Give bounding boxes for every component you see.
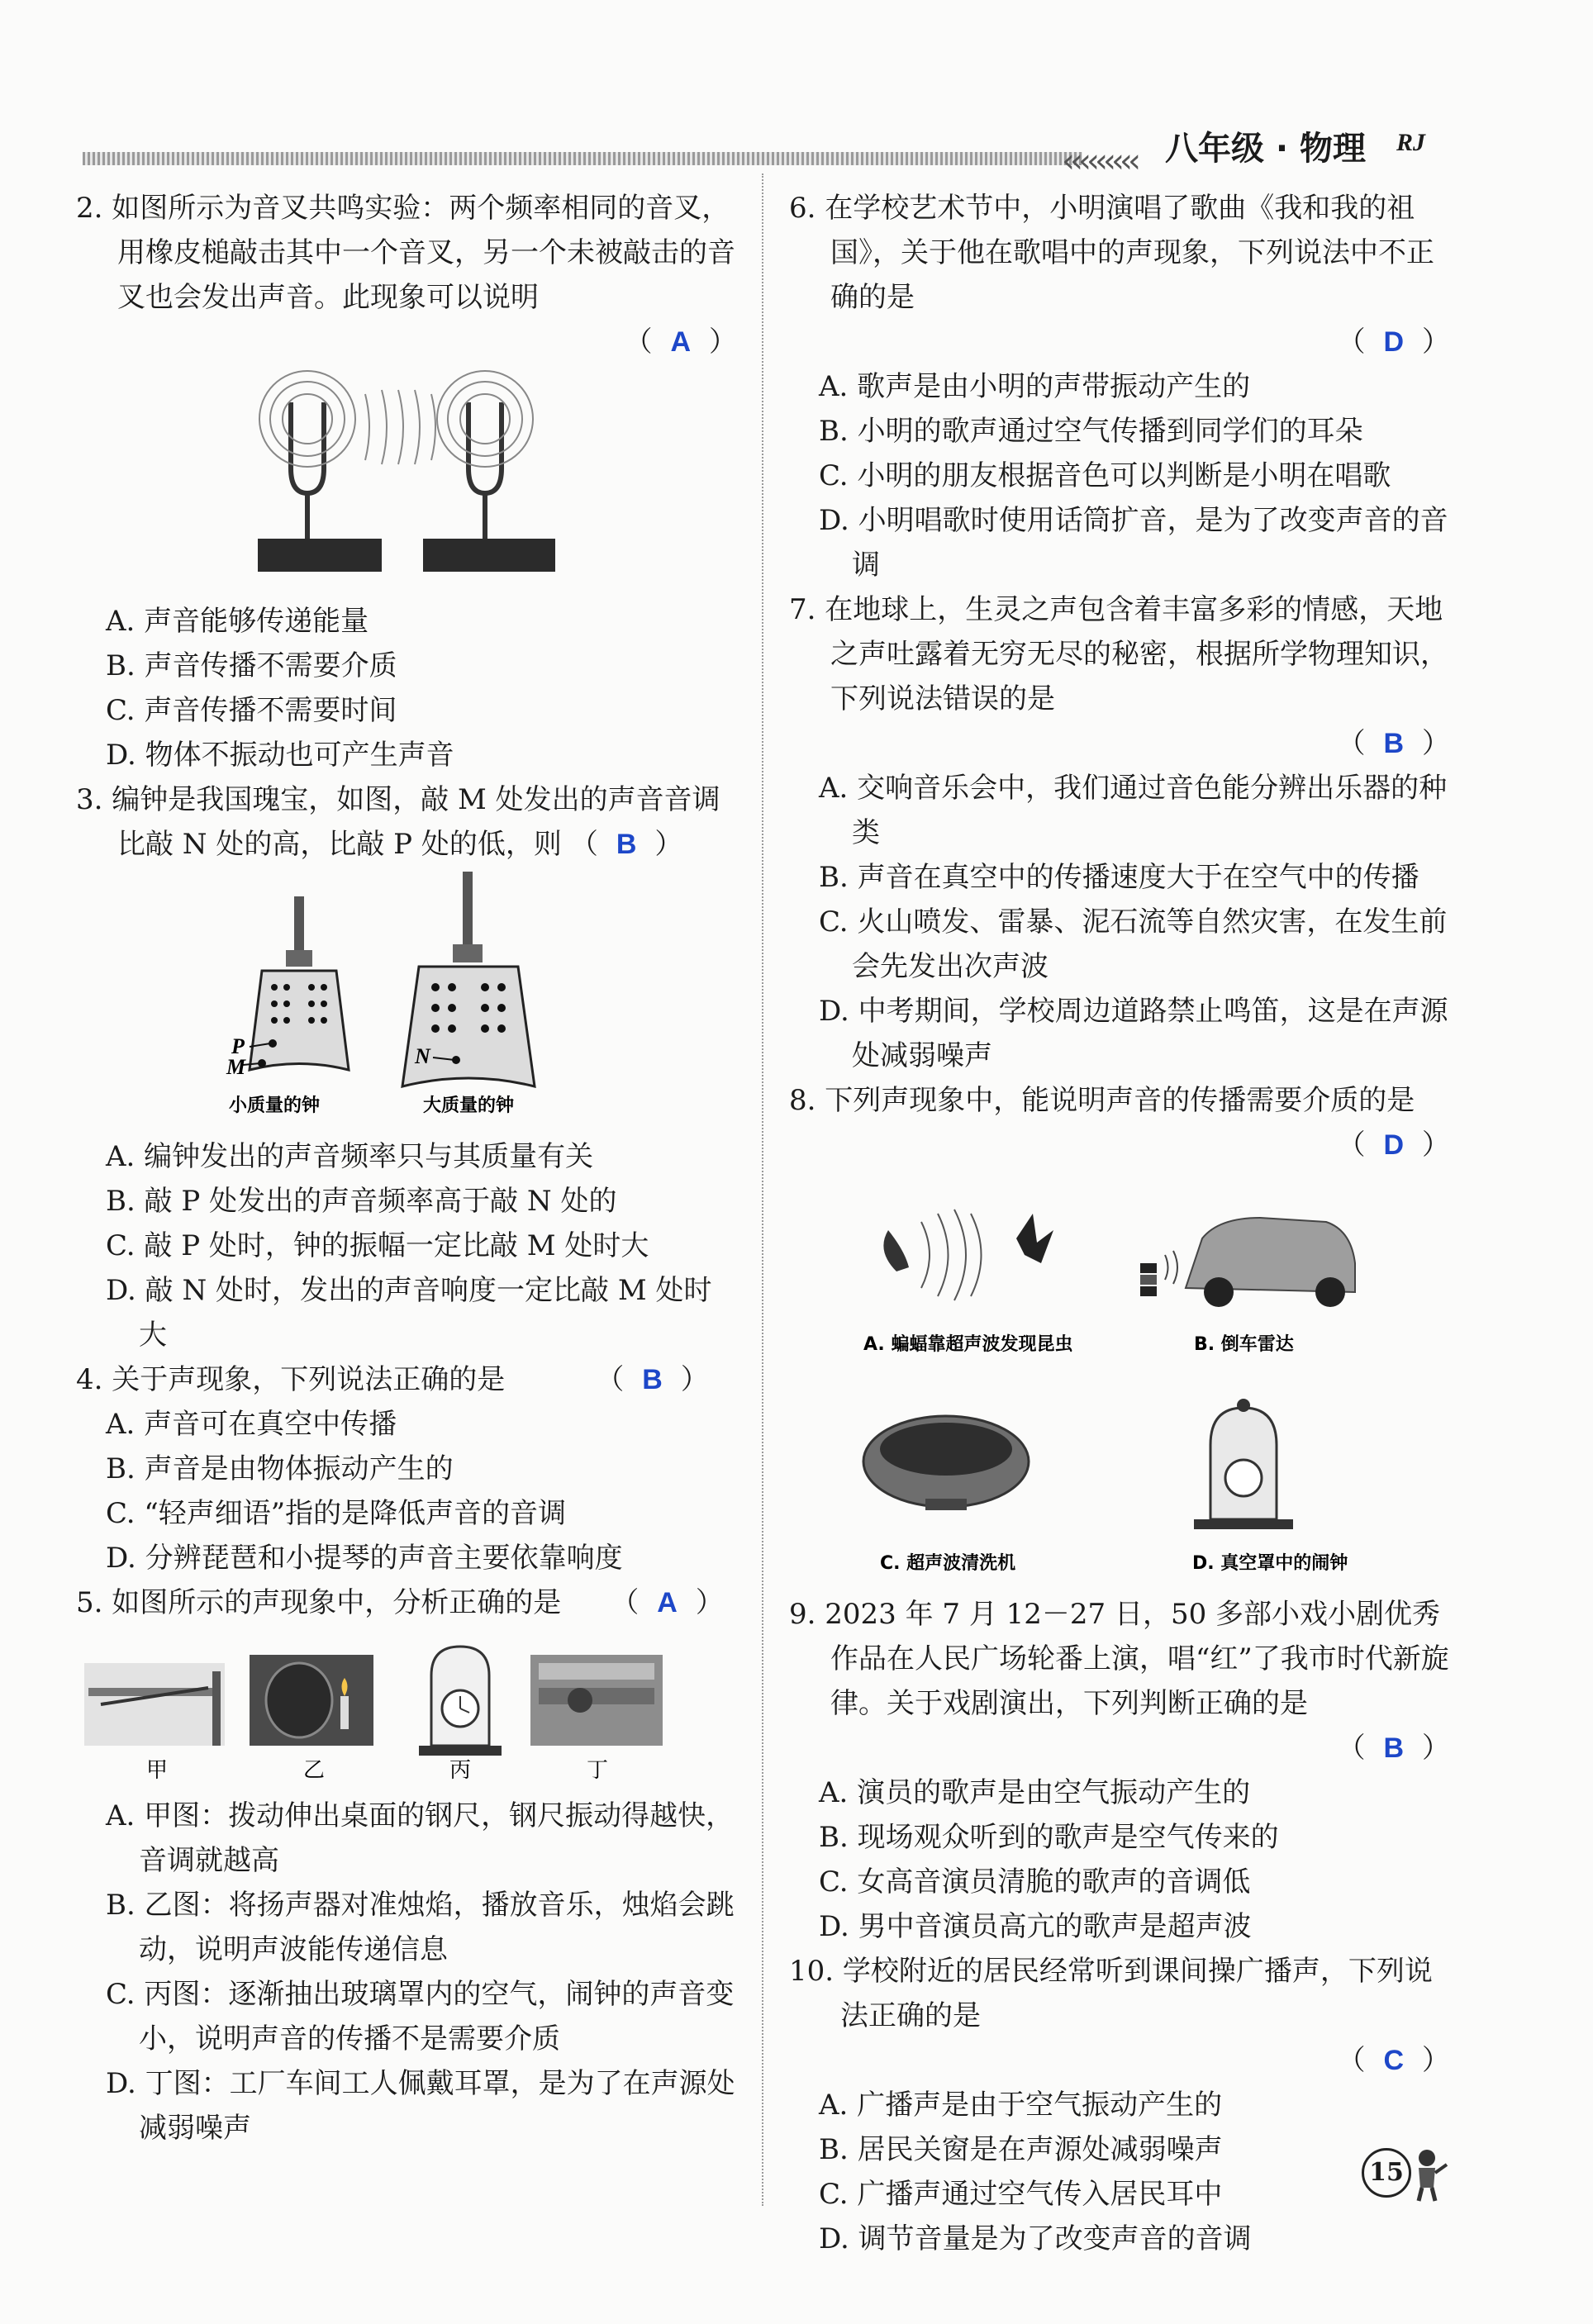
label-bing: 丙: [449, 1758, 472, 1783]
answer: C: [1383, 2045, 1404, 2076]
reversing-radar-image: [1140, 1218, 1355, 1355]
label-m: M: [226, 1055, 246, 1079]
option-d: D. 丁图：工厂车间工人佩戴耳罩，是为了在声源处减弱噪声: [106, 2067, 735, 2145]
answer: D: [1383, 326, 1404, 358]
label-ding: 丁: [587, 1758, 609, 1783]
vacuum-alarm-clock-image: [1192, 1399, 1348, 1574]
question-stem: 10. 学校附近的居民经常听到课间操广播声，下列说法正确的是: [789, 1955, 1433, 2032]
tuning-fork-figure: [250, 369, 563, 592]
caption-large-bell: 大质量的钟: [423, 1095, 515, 1116]
question-7: 7. 在地球上，生灵之声包含着丰富多彩的情感，天地之声吐露着无穷无尽的秘密，根据所学物理知识，下列说法错误的是 （ B ） A. 交响音乐会中，我们通过音色能分辨出乐器的种类 B. 声音在真空中的传播速度大于在空气中的传播 C. 火山喷发、雷暴、泥石流等自然灾害，在发生前会先发出次声波 D. 中考期间，学校周边道路禁止鸣笛，这是在声源处减弱噪声: [789, 587, 1450, 1078]
question-stem: 9. 2023 年 7 月 12－27 日，50 多部小戏小剧优秀作品在人民广场轮番上演，唱“红”了我市时代新旋律。关于戏剧演出，下列判断正确的是: [789, 1598, 1449, 1720]
option-a: A. 演员的歌声是由空气振动产生的: [819, 1776, 1251, 1809]
header-grade: 八年级 · 物理: [1165, 130, 1367, 168]
left-column: [76, 186, 737, 2151]
option-b: B. 敲 P 处发出的声音频率高于敲 N 处的: [106, 1185, 617, 1218]
option-a: A. 编钟发出的声音频率只与其质量有关: [106, 1140, 594, 1173]
option-c: C. 广播声通过空气传入居民耳中: [819, 2178, 1223, 2211]
option-d: D. 调节音量是为了改变声音的音调: [819, 2222, 1252, 2255]
option-b: B. 居民关窗是在声源处减弱噪声: [819, 2133, 1223, 2166]
column-divider: [762, 173, 763, 2206]
bianzhong-figure: [225, 872, 588, 1128]
option-a: A. 声音可在真空中传播: [106, 1408, 397, 1441]
sound-phenomena-figure: [84, 1630, 729, 1787]
option-d: D. 分辨琵琶和小提琴的声音主要依靠响度: [106, 1542, 623, 1575]
right-column: [789, 186, 1450, 2261]
page-header: [0, 0, 1593, 180]
option-d: D. 小明唱歌时使用话筒扩音，是为了改变声音的音调: [819, 504, 1448, 582]
option-b: B. 声音是由物体振动产生的: [106, 1452, 454, 1485]
chevron-decoration-icon: ‹‹‹‹‹‹‹‹‹: [1062, 142, 1136, 180]
option-b: B. 现场观众听到的歌声是空气传来的: [819, 1821, 1279, 1854]
option-d: D. 中考期间，学校周边道路禁止鸣笛，这是在声源处减弱噪声: [819, 995, 1448, 1072]
answer: B: [1383, 728, 1404, 759]
option-b: B. 声音在真空中的传播速度大于在空气中的传播: [819, 861, 1419, 894]
answer: D: [1383, 1129, 1404, 1161]
caption-small-bell: 小质量的钟: [229, 1095, 321, 1116]
bat-ultrasound-image: [863, 1210, 1072, 1355]
label-yi: 乙: [303, 1758, 326, 1783]
question-stem: 6. 在学校艺术节中，小明演唱了歌曲《我和我的祖国》，关于他在歌唱中的声现象，下列说法中不正确的是: [789, 192, 1434, 314]
mascot-icon: [1409, 2146, 1450, 2204]
option-a: A. 广播声是由于空气振动产生的: [819, 2089, 1223, 2122]
page-number: 15: [1362, 2148, 1411, 2198]
caption-d: D. 真空罩中的闹钟: [1192, 1553, 1348, 1574]
question-stem: 2. 如图所示为音叉共鸣实验：两个频率相同的音叉，用橡皮槌敲击其中一个音叉，另一个未被敲击的音叉也会发出声音。此现象可以说明: [76, 192, 735, 314]
caption-c: C. 超声波清洗机: [880, 1553, 1016, 1574]
question-10: 10. 学校附近的居民经常听到课间操广播声，下列说法正确的是 （ C ） A. 广播声是由于空气振动产生的 B. 居民关窗是在声源处减弱噪声 C. 广播声通过空气传入居民耳中 D. 调节音量是为了改变声音的音调: [789, 1949, 1450, 2261]
option-d: D. 男中音演员高亢的歌声是超声波: [819, 1910, 1252, 1943]
answer: A: [657, 1587, 678, 1618]
option-c: C. 声音传播不需要时间: [106, 694, 397, 727]
option-c: C. 丙图：逐渐抽出玻璃罩内的空气，闹钟的声音变小，说明声音的传播不是需要介质: [106, 1978, 735, 2055]
caption-a: A. 蝙蝠靠超声波发现昆虫: [863, 1334, 1073, 1355]
question-8: 8. 下列声现象中，能说明声音的传播需要介质的是 （ D ） A. 蝙蝠靠超声波发现昆虫 B. 倒车雷达 C. 超声波清洗机 D. 真空罩中的闹钟: [789, 1078, 1450, 1585]
label-n: N: [415, 1044, 430, 1068]
label-jia: 甲: [146, 1758, 169, 1783]
question-2: 2. 如图所示为音叉共鸣实验：两个频率相同的音叉，用橡皮槌敲击其中一个音叉，另一个未被敲击的音叉也会发出声音。此现象可以说明 （ A ） A. 声音能够传递能量 B. 声音传播不需要介质 C. 声音传播不需要时间 D. 物体不振动也可产生声音: [76, 186, 737, 777]
answer: A: [670, 326, 691, 358]
question-5: 5. 如图所示的声现象中，分析正确的是 （ A ） 甲 乙 丙 丁 A. 甲图：拨动伸出桌面的钢尺，钢尺振动得越快，音调就越高 B. 乙图：将扬声器对准烛焰，播放音乐，烛焰会跳动，说明声波能传递信息 C. 丙图：逐渐抽出玻璃罩内的空气，闹钟的声音变小，说明声音的传播不是需要介质 D. 丁图：工厂车间工人佩戴耳罩，是为了在声源处减弱噪声: [76, 1580, 737, 2151]
question-4: 4. 关于声现象，下列说法正确的是 （ B ） A. 声音可在真空中传播 B. 声音是由物体振动产生的 C. “轻声细语”指的是降低声音的音调 D. 分辨琵琶和小提琴的声音主要依靠响度: [76, 1357, 737, 1580]
question-stem: 4. 关于声现象，下列说法正确的是: [76, 1363, 506, 1396]
option-c: C. 女高音演员清脆的歌声的音调低: [819, 1865, 1251, 1899]
option-d: D. 敲 N 处时，发出的声音响度一定比敲 M 处时大: [106, 1274, 712, 1352]
option-b: B. 小明的歌声通过空气传播到同学们的耳朵: [819, 415, 1363, 448]
label-p: P: [231, 1034, 245, 1058]
option-c: C. 小明的朋友根据音色可以判断是小明在唱歌: [819, 459, 1391, 492]
caption-b: B. 倒车雷达: [1194, 1334, 1294, 1355]
option-a: A. 交响音乐会中，我们通过音色能分辨出乐器的种类: [819, 772, 1448, 849]
q8-figure-grid: [830, 1172, 1409, 1585]
question-stem: 3. 编钟是我国瑰宝，如图，敲 M 处发出的声音音调比敲 N 处的高，比敲 P 处的低，则: [76, 783, 720, 861]
option-d: D. 物体不振动也可产生声音: [106, 739, 454, 772]
option-a: A. 歌声是由小明的声带振动产生的: [819, 370, 1251, 403]
question-stem: 7. 在地球上，生灵之声包含着丰富多彩的情感，天地之声吐露着无穷无尽的秘密，根据所学物理知识，下列说法错误的是: [789, 593, 1448, 715]
option-c: C. 火山喷发、雷暴、泥石流等自然灾害，在发生前会先发出次声波: [819, 905, 1448, 983]
question-stem: 5. 如图所示的声现象中，分析正确的是: [76, 1586, 562, 1619]
header-edition: RJ: [1396, 129, 1426, 156]
option-c: C. “轻声细语”指的是降低声音的音调: [106, 1497, 567, 1530]
option-b: B. 乙图：将扬声器对准烛焰，播放音乐，烛焰会跳动，说明声波能传递信息: [106, 1889, 735, 1966]
answer: B: [1383, 1732, 1404, 1764]
answer: B: [642, 1364, 663, 1395]
question-6: 6. 在学校艺术节中，小明演唱了歌曲《我和我的祖国》，关于他在歌唱中的声现象，下列说法中不正确的是 （ D ） A. 歌声是由小明的声带振动产生的 B. 小明的歌声通过空气传播到同学们的耳朵 C. 小明的朋友根据音色可以判断是小明在唱歌 D. 小明唱歌时使用话筒扩音，是为了改变声音的音调: [789, 186, 1450, 587]
option-a: A. 声音能够传递能量: [106, 605, 369, 638]
option-a: A. 甲图：拨动伸出桌面的钢尺，钢尺振动得越快，音调就越高: [106, 1799, 735, 1877]
answer: B: [616, 829, 637, 860]
ultrasonic-cleaner-image: [863, 1416, 1029, 1574]
question-9: 9. 2023 年 7 月 12－27 日，50 多部小戏小剧优秀作品在人民广场轮番上演，唱“红”了我市时代新旋律。关于戏剧演出，下列判断正确的是 （ B ） A. 演员的歌声是由空气振动产生的 B. 现场观众听到的歌声是空气传来的 C. 女高音演员清脆的歌声的音调低 D. 男中音演员高亢的歌声是超声波: [789, 1592, 1450, 1949]
header-stripe: [83, 152, 1082, 165]
option-b: B. 声音传播不需要介质: [106, 649, 397, 682]
question-stem: 8. 下列声现象中，能说明声音的传播需要介质的是: [789, 1084, 1415, 1117]
question-3: 3. 编钟是我国瑰宝，如图，敲 M 处发出的声音音调比敲 N 处的高，比敲 P 处的低，则 （ B ） P M N 小质量的钟 大质量的钟 A. 编钟发出的声音频率只与其质量有关 B. 敲 P 处发出的声音频率高于敲 N 处的 C. 敲 P 处时，钟的振幅一定比敲 M 处时大 D. 敲 N 处时，发出的声音响度一定比敲 M 处时大: [76, 777, 737, 1357]
option-c: C. 敲 P 处时，钟的振幅一定比敲 M 处时大: [106, 1229, 649, 1262]
